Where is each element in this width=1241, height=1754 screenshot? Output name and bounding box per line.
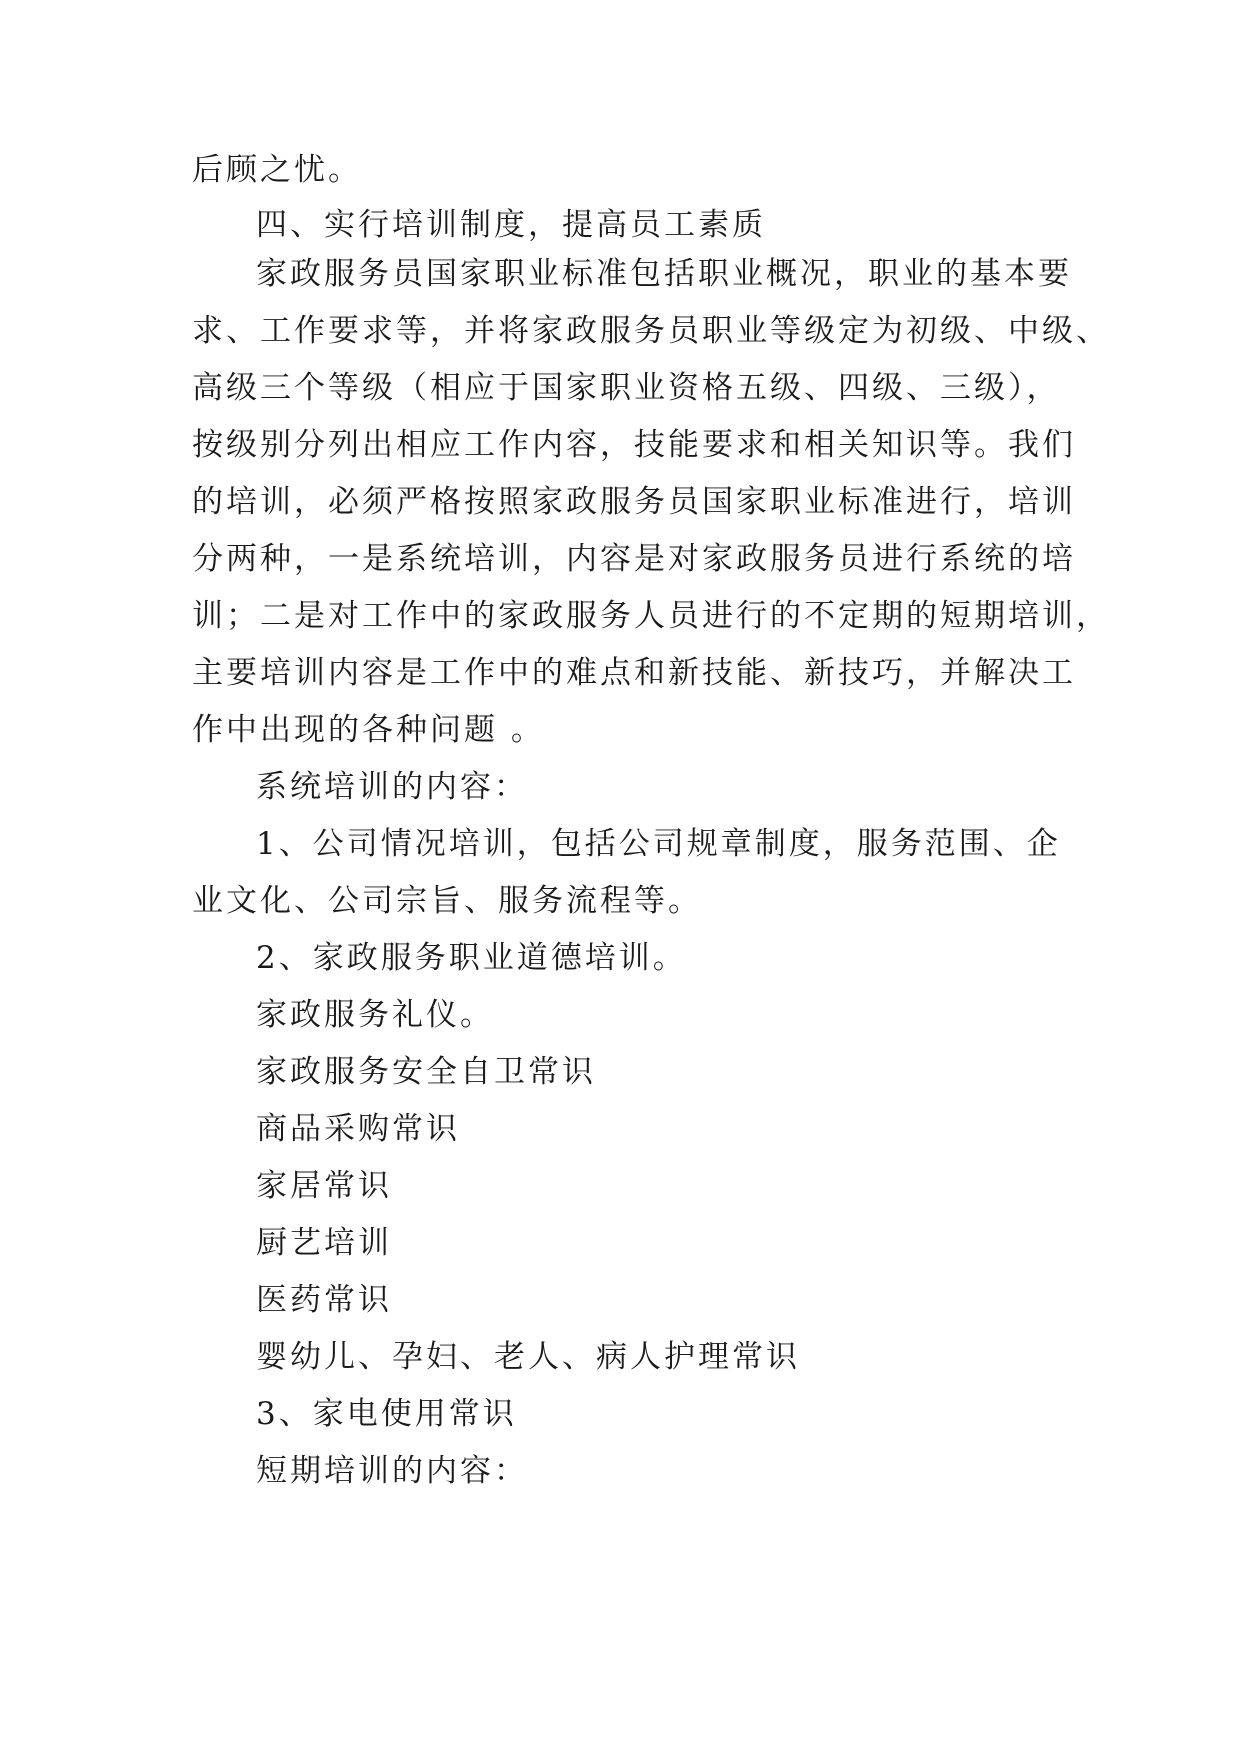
text-line: 按级别分列出相应工作内容，技能要求和相关知识等。我们 <box>192 427 1076 463</box>
list-item: 3、家电使用常识 <box>256 1396 517 1432</box>
list-item: 1、公司情况培训，包括公司规章制度，服务范围、企 <box>256 826 1061 862</box>
list-item: 商品采购常识 <box>256 1111 460 1147</box>
text-line: 求、工作要求等，并将家政服务员职业等级定为初级、中级、 <box>192 313 1110 349</box>
text-line: 高级三个等级（相应于国家职业资格五级、四级、三级）， <box>192 370 1061 406</box>
text-line: 分两种，一是系统培训，内容是对家政服务员进行系统的培 <box>192 541 1076 577</box>
list-item: 家政服务安全自卫常识 <box>256 1054 596 1090</box>
text-line: 家政服务员国家职业标准包括职业概况，职业的基本要 <box>256 256 1072 292</box>
text-line: 作中出现的各种问题 。 <box>192 712 545 748</box>
list-item: 医药常识 <box>256 1282 392 1318</box>
list-item: 家政服务礼仪。 <box>256 997 494 1033</box>
text-line: 后顾之忧。 <box>192 152 362 188</box>
list-item: 婴幼儿、孕妇、老人、病人护理常识 <box>256 1339 800 1375</box>
text-line: 业文化、公司宗旨、服务流程等。 <box>192 883 702 919</box>
list-item: 厨艺培训 <box>256 1225 392 1261</box>
list-item: 家居常识 <box>256 1168 392 1204</box>
section-heading: 四、实行培训制度，提高员工素质 <box>256 207 766 243</box>
text-line: 主要培训内容是工作中的难点和新技能、新技巧，并解决工 <box>192 655 1076 691</box>
text-line: 训；二是对工作中的家政服务人员进行的不定期的短期培训， <box>192 598 1110 634</box>
subheading: 系统培训的内容： <box>256 769 528 805</box>
text-line: 的培训，必须严格按照家政服务员国家职业标准进行，培训 <box>192 484 1076 520</box>
list-item: 2、家政服务职业道德培训。 <box>256 940 687 976</box>
subheading: 短期培训的内容： <box>256 1453 528 1489</box>
